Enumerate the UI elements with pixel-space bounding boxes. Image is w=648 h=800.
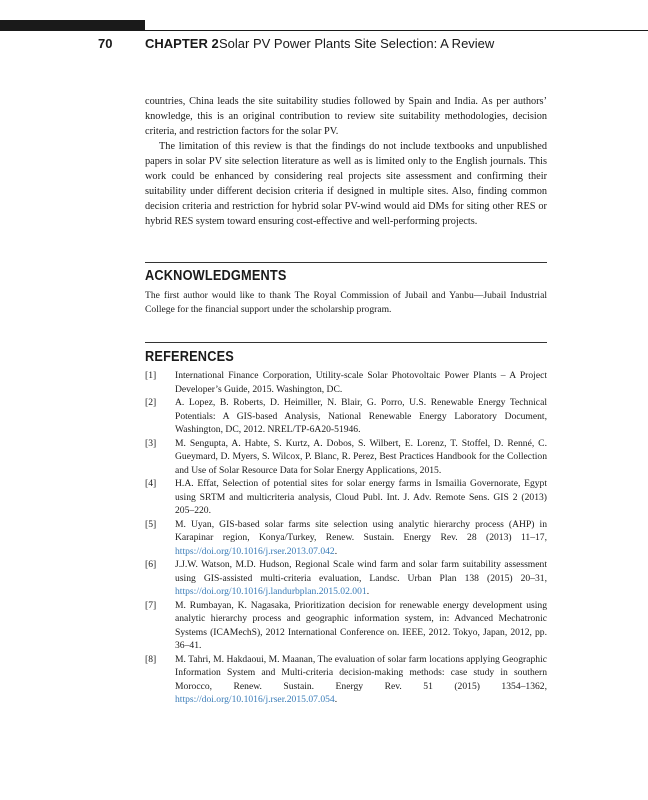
header-bar	[0, 20, 145, 30]
references-list	[145, 369, 547, 707]
chapter-title: Solar PV Power Plants Site Selection: A Review	[219, 36, 495, 51]
reference-text: M. Uyan, GIS-based solar farms site selection using analytic hierarchy process (AHP) in Karapinar region, Konya/Turkey, Renew. Sustain. Energy Rev. 28 (2013) 11–17,	[175, 518, 547, 543]
reference-item	[145, 437, 547, 478]
acknowledgments-rule	[145, 262, 547, 263]
reference-item	[145, 477, 547, 518]
reference-item	[145, 396, 547, 437]
reference-number: [7]	[145, 599, 157, 611]
reference-text: M. Tahri, M. Hakdaoui, M. Maanan, The evaluation of solar farm locations applying Geographic Information System and Multi-criteria decision-making methods: case study in southern Morocco, Renew. Sustain. Energy Rev. 51 (2015) 1354–1362,	[175, 653, 547, 692]
reference-number: [4]	[145, 478, 157, 489]
reference-text-wrap: M. Tahri, M. Hakdaoui, M. Maanan, The evaluation of solar farm locations applying Geographic Information System and Multi-criteria decision-making methods: case study in southern Morocco, Renew. Sustain. Energy Rev. 51 (2015) 1354–1362, https://doi.org/10.1016/j.rser.2015.07.054.	[175, 653, 547, 705]
reference-text: A. Lopez, B. Roberts, D. Heimiller, N. Blair, G. Porro, U.S. Renewable Energy Technical Potentials: A GIS-based Analysis, National Renewable Energy Laboratory Document, Washington, DC, 2012. NREL/TP-6A20-51946.	[175, 397, 547, 435]
reference-text: M. Sengupta, A. Habte, S. Kurtz, A. Dobos, S. Wilbert, E. Lorenz, T. Stoffel, D. Renné, C. Gueymard, D. Myers, S. Wilcox, P. Blanc, R. Perez, Best Practices Handbook for the Collection and Use of Solar Resource Data for Solar Energy Applications, 2015.	[175, 437, 547, 476]
reference-item	[145, 599, 547, 653]
reference-text-wrap: M. Uyan, GIS-based solar farms site selection using analytic hierarchy process (AHP) in Karapinar region, Konya/Turkey, Renew. Sustain. Energy Rev. 28 (2013) 11–17, https://doi.org/10.1016/j.rser.2013.07.042.	[175, 518, 547, 557]
reference-text-wrap	[175, 396, 547, 437]
reference-text: J.J.W. Watson, M.D. Hudson, Regional Scale wind farm and solar farm suitability assessment using GIS-assisted multi-criteria evaluation, Landsc. Urban Plan 138 (2015) 20–31,	[175, 559, 547, 584]
reference-item	[145, 558, 547, 599]
body-paragraph-1: countries, China leads the site suitability studies followed by Spain and India. As per authors’ knowledge, this is an original contribution to review site suitability methodologies, decision criteria, and restriction factors for the solar PV.	[145, 96, 547, 137]
reference-number: [8]	[145, 653, 157, 665]
reference-doi-link[interactable]: https://doi.org/10.1016/j.rser.2015.07.054	[175, 694, 335, 705]
page-number: 70	[98, 36, 113, 51]
reference-text-wrap	[175, 369, 547, 396]
references-rule	[145, 342, 547, 343]
reference-text: International Finance Corporation, Utility-scale Solar Photovoltaic Power Plants – A Project Developer’s Guide, 2015. Washington, DC.	[175, 370, 547, 395]
reference-text-wrap	[175, 599, 547, 653]
reference-text: H.A. Effat, Selection of potential sites for solar energy farms in Ismailia Governorate, Egypt using SRTM and multicriteria analysis, Cloud Publ. Int. J. Adv. Remote Sens. GIS 2 (2013) 205–220.	[175, 478, 547, 516]
reference-text-wrap	[175, 477, 547, 518]
reference-text-wrap: J.J.W. Watson, M.D. Hudson, Regional Scale wind farm and solar farm suitability assessment using GIS-assisted multi-criteria evaluation, Landsc. Urban Plan 138 (2015) 20–31, https://doi.org/10.1016/j.landurbplan.2015.02.001.	[175, 559, 547, 597]
reference-text-wrap	[175, 437, 547, 478]
reference-number: [3]	[145, 437, 157, 449]
reference-item	[145, 653, 547, 707]
reference-number: [6]	[145, 559, 157, 570]
reference-item	[145, 518, 547, 559]
body-paragraph-2: The limitation of this review is that the findings do not include textbooks and unpublished papers in solar PV site selection literature as well as is limited only to the English journals. This work could be enhanced by considering real projects site assessment and confirming their suitability under different decision criteria if designed in multiple sites. Also, finding common decision criteria and restriction for hybrid solar PV-wind would aid DMs for siting other RES or hybrid RES system toward ensuring cost-effective and well-performing projects.	[145, 141, 547, 227]
reference-number: [2]	[145, 397, 157, 408]
reference-text: M. Rumbayan, K. Nagasaka, Prioritization decision for renewable energy development using analytic hierarchy process and geographic information system, in: Advanced Mechatronic Systems (ICAMechS), 2012 International Conference on. IEEE, 2012. Tokyo, Japan, 2012, pp. 36–41.	[175, 599, 547, 651]
chapter-label: CHAPTER 2	[145, 36, 219, 51]
header-rule	[0, 30, 648, 31]
reference-item	[145, 369, 547, 396]
reference-doi-link[interactable]: https://doi.org/10.1016/j.rser.2013.07.042	[175, 545, 335, 557]
reference-number: [1]	[145, 370, 157, 381]
acknowledgments-heading: ACKNOWLEDGMENTS	[145, 268, 287, 284]
references-heading: REFERENCES	[145, 349, 234, 365]
reference-doi-link[interactable]: https://doi.org/10.1016/j.landurbplan.2015.02.001	[175, 586, 367, 597]
reference-number: [5]	[145, 518, 157, 530]
acknowledgments-text: The first author would like to thank The Royal Commission of Jubail and Yanbu—Jubail Industrial College for the financial support under the scholarship program.	[145, 290, 547, 315]
